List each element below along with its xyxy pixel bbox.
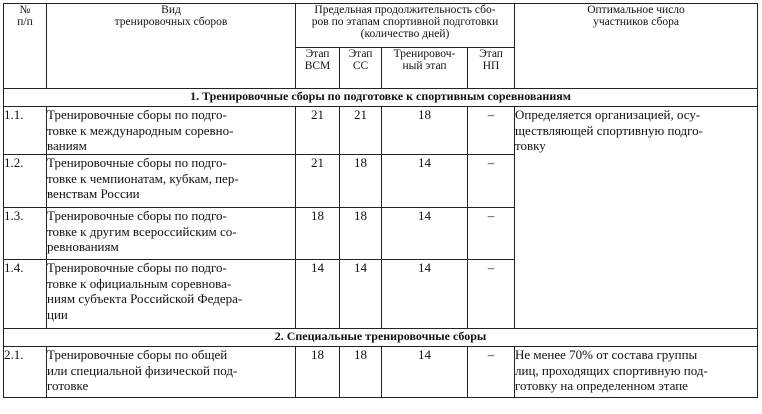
row-np: – xyxy=(468,107,515,155)
row-training: 14 xyxy=(382,155,468,208)
section-title: 1. Тренировочные сборы по подготовке к спортивным соревнованиям xyxy=(4,89,758,107)
row-training: 18 xyxy=(382,107,468,155)
row-ss: 18 xyxy=(340,155,382,208)
header-stage-training: Тренировоч- ный этап xyxy=(382,48,468,89)
row-training: 14 xyxy=(382,260,468,329)
table xyxy=(3,3,758,398)
row-training: 14 xyxy=(382,208,468,260)
table-row xyxy=(4,107,758,155)
row-ss: 18 xyxy=(340,208,382,260)
row-vsm: 21 xyxy=(296,107,340,155)
header-stage-vsm: Этап ВСМ xyxy=(296,48,340,89)
header-row xyxy=(4,4,758,48)
row-np: – xyxy=(468,155,515,208)
row-vsm: 18 xyxy=(296,347,340,398)
row-name: Тренировочные сборы по подго- товке к международным соревно- ваниям xyxy=(47,107,296,155)
row-name: Тренировочные сборы по подго- товке к другим всероссийским со- ревнованиям xyxy=(47,208,296,260)
training-camps-table xyxy=(3,3,757,413)
row-num: 2.1. xyxy=(4,347,47,398)
row-np: – xyxy=(468,208,515,260)
header-num: № п/п xyxy=(4,4,47,89)
row-name: Тренировочные сборы по общей или специальной физической под- готовке xyxy=(47,347,296,398)
row-np: – xyxy=(468,260,515,329)
section-note: Определяется организацией, осу- ществляющей спортивную подго- товку xyxy=(515,107,758,329)
row-np: – xyxy=(468,347,515,398)
header-duration: Предельная продолжительность сбо- ров по этапам спортивной подготовки (количество дней) xyxy=(296,4,515,48)
row-name: Тренировочные сборы по подго- товке к официальным соревнова- ниям субъекта Российской Федера- ции xyxy=(47,260,296,329)
header-type: Вид тренировочных сборов xyxy=(47,4,296,89)
row-vsm: 18 xyxy=(296,208,340,260)
row-num: 1.1. xyxy=(4,107,47,155)
row-vsm: 14 xyxy=(296,260,340,329)
row-num: 1.2. xyxy=(4,155,47,208)
header-participants: Оптимальное число участников сбора xyxy=(515,4,758,89)
row-note: Не менее 70% от состава группы лиц, проходящих спортивную под- готовку на определенном этапе xyxy=(515,347,758,398)
row-ss: 18 xyxy=(340,347,382,398)
row-training: 14 xyxy=(382,347,468,398)
row-ss: 21 xyxy=(340,107,382,155)
row-num: 1.3. xyxy=(4,208,47,260)
row-ss: 14 xyxy=(340,260,382,329)
row-vsm: 21 xyxy=(296,155,340,208)
header-stage-ss: Этап СС xyxy=(340,48,382,89)
header-stage-np: Этап НП xyxy=(468,48,515,89)
section-title: 2. Специальные тренировочные сборы xyxy=(4,329,758,347)
section-row xyxy=(4,89,758,107)
table-row xyxy=(4,347,758,398)
row-num: 1.4. xyxy=(4,260,47,329)
section-row xyxy=(4,329,758,347)
row-name: Тренировочные сборы по подго- товке к чемпионатам, кубкам, пер- венствам России xyxy=(47,155,296,208)
